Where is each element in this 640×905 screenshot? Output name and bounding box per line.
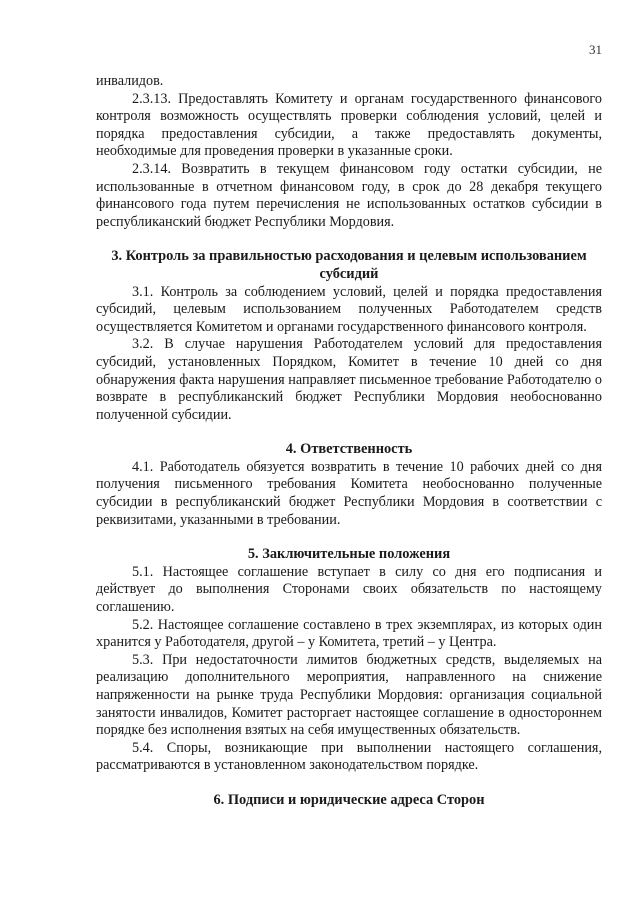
document-body	[96, 73, 602, 810]
clause-5-3: 5.3. При недостаточности лимитов бюджетных средств, выделяемых на реализацию дополнительного мероприятия, направленного на снижение напряженности на рынке труда Республики Мордовия: организация социальной занятости инвалидов, Комитет расторгает настоящее соглашение в одностороннем порядке без исполнения взятых на себя имущественных обязательств.	[96, 651, 602, 739]
section-5-heading: 5. Заключительные положения	[247, 546, 451, 563]
section-4-heading: 4. Ответственность	[285, 441, 413, 458]
clause-3-2: 3.2. В случае нарушения Работодателем условий для предоставления субсидий, установленных Порядком, Комитет в течение 10 дней со дня обнаружения факта нарушения направляет письменное требование Работодателю о возврате в республиканский бюджет Республики Мордовия необоснованно полученной субсидии.	[96, 336, 602, 423]
clause-4-1: 4.1. Работодатель обязуется возвратить в течение 10 рабочих дней со дня получения письменного требования Комитета необоснованно полученные субсидии в республиканский бюджет Республики Мордовия в соответствии с реквизитами, указанными в требовании.	[96, 458, 602, 528]
section-3-heading: 3. Контроль за правильностью расходования и целевым использованием субсидий	[111, 248, 587, 282]
clause-5-1: 5.1. Настоящее соглашение вступает в силу со дня его подписания и действует до выполнения Сторонами своих обязательств по настоящему соглашению.	[96, 563, 602, 616]
clause-5-2: 5.2. Настоящее соглашение составлено в трех экземплярах, из которых один хранится у Работодателя, другой – у Комитета, третий – у Центра.	[96, 616, 602, 651]
clause-2-3-13: 2.3.13. Предоставлять Комитету и органам государственного финансового контроля возможность осуществлять проверки соблюдения условий, целей и порядка предоставления субсидии, а также предоставлять документы, необходимые для проведения проверки в указанные сроки.	[96, 90, 602, 160]
clause-2-3-14: 2.3.14. Возвратить в текущем финансовом году остатки субсидии, не использованные в отчетном финансовом году, в срок до 28 декабря текущего финансового года путем перечисления не использованных остатков субсидии в республиканский бюджет Республики Мордовия.	[96, 160, 602, 230]
clause-3-1: 3.1. Контроль за соблюдением условий, целей и порядка предоставления субсидий, целевым использованием полученных Работодателем средств осуществляется Комитетом и органами государственного финансового контроля.	[96, 283, 602, 335]
paragraph-fragment: инвалидов.	[96, 73, 164, 89]
section-6-heading: 6. Подписи и юридические адреса Сторон	[213, 791, 485, 808]
clause-5-4: 5.4. Споры, возникающие при выполнении настоящего соглашения, рассматриваются в установленном законодательством порядке.	[96, 739, 602, 774]
page-number: 31	[589, 42, 602, 57]
